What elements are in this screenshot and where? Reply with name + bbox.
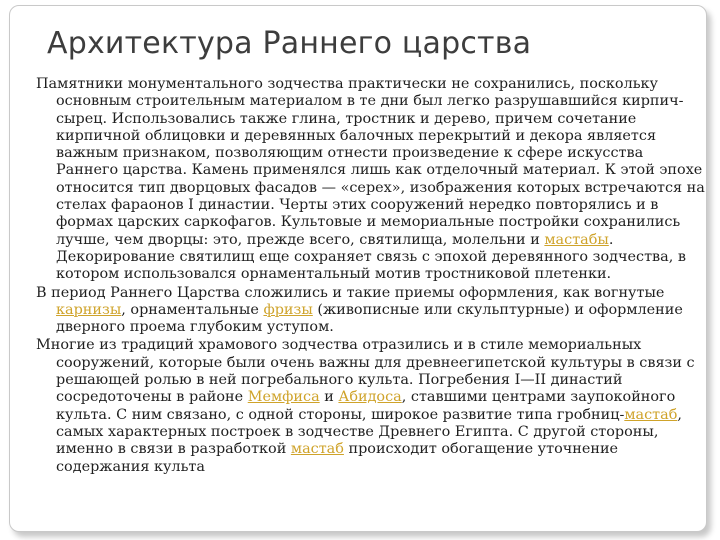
paragraph-text: , орнаментальные	[121, 301, 264, 318]
paragraph-text: происходит обогащение уточнение содержания культа	[56, 441, 619, 475]
paragraph-text: , ставшими центрами заупокойного культа. С ним связано, с одной стороны, широкое развитие типа гробниц-	[56, 389, 676, 423]
paragraph-text: , самых характерных построек в зодчестве Древнего Египта. С другой стороны, именно в связи в разработкой	[56, 406, 682, 458]
hyperlink-мастабы[interactable]: мастабы	[544, 231, 609, 248]
paragraph-3	[36, 337, 706, 475]
hyperlink-карнизы[interactable]: карнизы	[56, 301, 122, 318]
hyperlink-мемфиса[interactable]: Мемфиса	[247, 389, 320, 406]
paragraph-text: и	[319, 389, 339, 406]
paragraph-text: Многие из традиций храмового зодчества отразились и в стиле мемориальных сооружений, которые были очень важны для древнеегипетской культуры в связи с решающей ролью в ней погребального культа. Погребения I—II династий сосредоточены в районе	[36, 337, 695, 406]
content-card	[9, 5, 707, 532]
paragraph-2	[36, 285, 706, 337]
paragraph-text: Памятники монументального зодчества практически не сохранились, поскольку основным строительным материалом в те дни был легко разрушавшийся кирпич-сырец. Использовались также глина, тростник и дерево, причем сочетание кирпичной облицовки и деревянных балочных перекрытий и декора является важным признаком, позволяющим отнести произведение к сфере искусства Раннего царства. Камень применялся лишь как отделочный материал. К этой эпохе относится тип дворцовых фасадов — «серех», изображения которых встречаются на стелах фараонов I династии. Черты этих сооружений нередко повторялись и в формах царских саркофагов. Культовые и мемориальные постройки сохранились лучше, чем дворцы: это, прежде всего, святилища, молельни и	[36, 76, 705, 248]
paragraph-text: (живописные или скульптурные) и оформление дверного проема глубоким уступом.	[56, 301, 683, 336]
paragraph-1	[36, 76, 706, 284]
paragraph-text: . Декорирование святилищ еще сохраняет связь с эпохой деревянного зодчества, в котором использовался орнаментальный мотив тростниковой плетенки.	[56, 231, 686, 283]
slide-body	[36, 76, 706, 477]
slide-title: Архитектура Раннего царства	[47, 26, 532, 61]
hyperlink-абидоса[interactable]: Абидоса	[338, 389, 402, 406]
hyperlink-мастаб[interactable]: мастаб	[624, 406, 678, 423]
paragraph-text: В период Раннего Царства сложились и такие приемы оформления, как вогнутые	[36, 284, 665, 301]
hyperlink-мастаб[interactable]: мастаб	[290, 441, 344, 458]
hyperlink-фризы[interactable]: фризы	[263, 301, 313, 318]
